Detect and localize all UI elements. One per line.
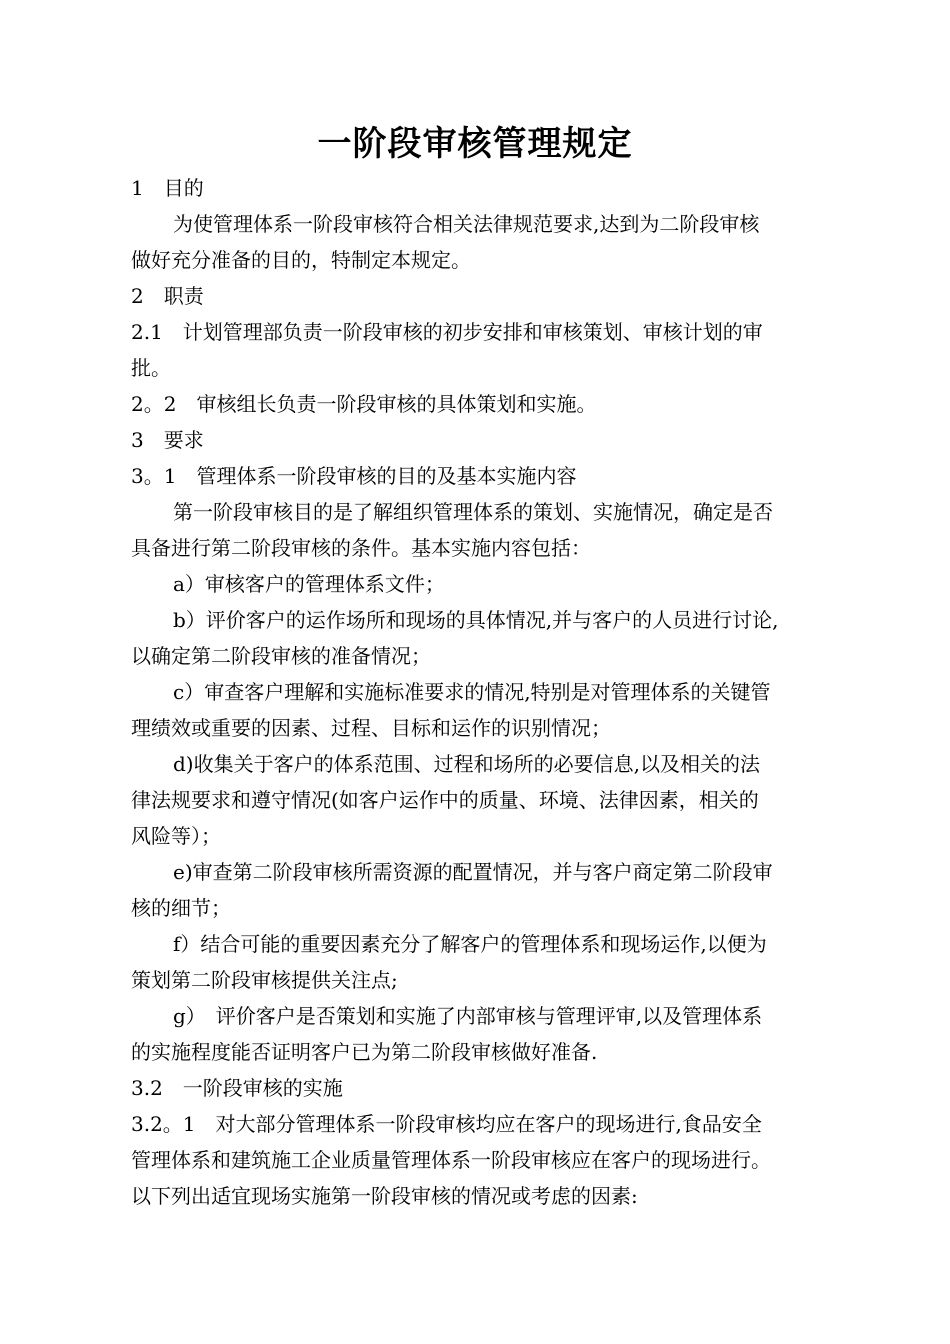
- list-item-f-continued: 策划第二阶段审核提供关注点;: [131, 968, 398, 992]
- subsection-heading: 3。1 管理体系一阶段审核的目的及基本实施内容: [131, 464, 577, 488]
- document-body: [131, 170, 851, 1214]
- paragraph-line: 3.2。1 对大部分管理体系一阶段审核均应在客户的现场进行,食品安全: [131, 1112, 762, 1136]
- paragraph-line: 做好充分准备的目的，特制定本规定。: [131, 248, 471, 272]
- list-item-g-continued: 的实施程度能否证明客户已为第二阶段审核做好准备.: [131, 1040, 598, 1064]
- paragraph-line: 批。: [131, 356, 171, 380]
- paragraph-line: 2.1 计划管理部负责一阶段审核的初步安排和审核策划、审核计划的审: [131, 320, 763, 344]
- subsection-heading: 3.2 一阶段审核的实施: [131, 1076, 343, 1100]
- list-item-e-continued: 核的细节；: [131, 896, 231, 920]
- list-item-c: c）审查客户理解和实施标准要求的情况,特别是对管理体系的关键管: [173, 680, 771, 704]
- list-item-d-continued: 风险等）；: [131, 824, 221, 848]
- paragraph-line: 具备进行第二阶段审核的条件。基本实施内容包括：: [131, 536, 591, 560]
- list-item-d: d)收集关于客户的体系范围、过程和场所的必要信息,以及相关的法: [173, 752, 760, 776]
- paragraph-line: 2。2 审核组长负责一阶段审核的具体策划和实施。: [131, 392, 597, 416]
- list-item-b-continued: 以确定第二阶段审核的准备情况；: [131, 644, 431, 668]
- list-item-b: b）评价客户的运作场所和现场的具体情况,并与客户的人员进行讨论,: [173, 608, 779, 632]
- list-item-e: e)审查第二阶段审核所需资源的配置情况，并与客户商定第二阶段审: [173, 860, 773, 884]
- list-item-g: g） 评价客户是否策划和实施了内部审核与管理评审,以及管理体系: [173, 1004, 763, 1028]
- section-heading-responsibilities: 2 职责: [131, 284, 204, 308]
- document-title: 一阶段审核管理规定: [317, 124, 633, 164]
- list-item-f: f）结合可能的重要因素充分了解客户的管理体系和现场运作,以便为: [173, 932, 767, 956]
- paragraph-line: 第一阶段审核目的是了解组织管理体系的策划、实施情况，确定是否: [173, 500, 773, 524]
- section-heading-purpose: 1 目的: [131, 176, 204, 200]
- paragraph-line: 为使管理体系一阶段审核符合相关法律规范要求,达到为二阶段审核: [173, 212, 760, 236]
- list-item-a: a）审核客户的管理体系文件；: [173, 572, 445, 596]
- section-heading-requirements: 3 要求: [131, 428, 204, 452]
- list-item-c-continued: 理绩效或重要的因素、过程、目标和运作的识别情况；: [131, 716, 611, 740]
- list-item-d-continued: 律法规要求和遵守情况(如客户运作中的质量、环境、法律因素，相关的: [131, 788, 759, 812]
- paragraph-line: 以下列出适宜现场实施第一阶段审核的情况或考虑的因素:: [131, 1184, 638, 1208]
- paragraph-line: 管理体系和建筑施工企业质量管理体系一阶段审核应在客户的现场进行。: [131, 1148, 771, 1172]
